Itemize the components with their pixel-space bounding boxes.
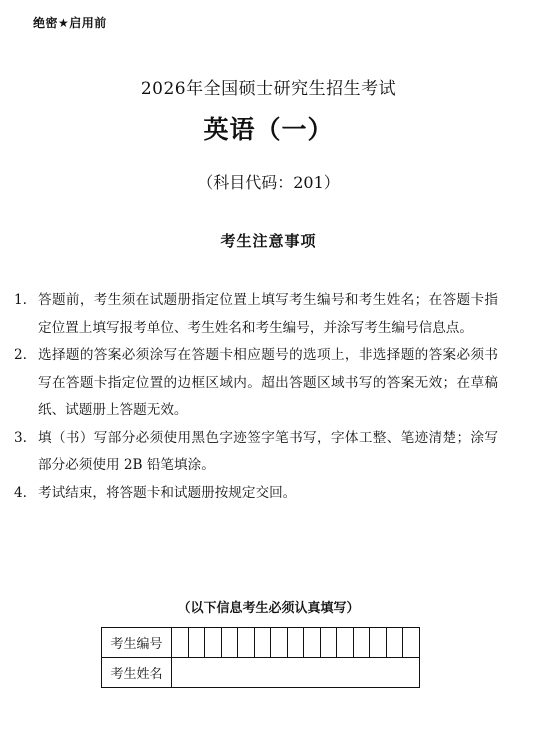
notice-text: 答题前，考生须在试题册指定位置上填写考生编号和考生姓名；在答题卡指定位置上填写报考单位、考生姓名和考生编号，并涂写考生编号信息点。 — [38, 292, 498, 336]
notice-number: 2. — [14, 347, 27, 363]
candidate-name-label: 考生姓名 — [102, 658, 172, 688]
candidate-id-digit-box[interactable] — [304, 628, 321, 657]
notice-text: 填（书）写部分必须使用黑色字迹签字笔书写，字体工整、笔迹清楚；涂写部分必须使用 2B 铅笔填涂。 — [38, 429, 498, 473]
subject-title: 英语（一） — [203, 115, 334, 144]
candidate-id-digit-box[interactable] — [271, 628, 288, 657]
candidate-info-form — [101, 627, 420, 688]
candidate-id-digit-box[interactable] — [238, 628, 255, 657]
candidate-id-digit-box[interactable] — [189, 628, 206, 657]
notice-number: 1. — [14, 292, 27, 308]
notice-item — [14, 342, 498, 425]
candidate-id-digit-box[interactable] — [172, 628, 189, 657]
candidate-id-digit-box[interactable] — [337, 628, 354, 657]
candidate-id-field[interactable] — [172, 628, 420, 658]
candidate-id-boxes — [172, 628, 419, 657]
candidate-name-field[interactable] — [172, 658, 420, 688]
candidate-name-row — [102, 658, 420, 688]
candidate-id-digit-box[interactable] — [354, 628, 371, 657]
candidate-id-label: 考生编号 — [102, 628, 172, 658]
notice-heading: 考生注意事项 — [220, 232, 317, 250]
notice-list — [14, 287, 498, 507]
notice-number: 4. — [14, 484, 27, 501]
confidentiality-mark: 绝密★启用前 — [33, 16, 107, 30]
candidate-id-digit-box[interactable] — [321, 628, 338, 657]
notice-text: 选择题的答案必须涂写在答题卡相应题号的选项上，非选择题的答案必须书写在答题卡指定位置的边框区域内。超出答题区域书写的答案无效；在草稿纸、试题册上答题无效。 — [38, 347, 498, 418]
notice-item — [14, 480, 498, 508]
candidate-id-row — [102, 628, 420, 658]
candidate-id-digit-box[interactable] — [370, 628, 387, 657]
candidate-id-digit-box[interactable] — [387, 628, 404, 657]
subject-code: （科目代码：201） — [197, 173, 340, 192]
candidate-id-digit-box[interactable] — [205, 628, 222, 657]
notice-item — [14, 425, 498, 480]
candidate-id-digit-box[interactable] — [403, 628, 419, 657]
notice-number: 3. — [14, 429, 27, 446]
notice-item — [14, 287, 498, 342]
candidate-id-digit-box[interactable] — [255, 628, 272, 657]
info-form-heading: （以下信息考生必须认真填写） — [177, 601, 360, 616]
candidate-id-digit-box[interactable] — [288, 628, 305, 657]
notice-text: 考试结束，将答题卡和试题册按规定交回。 — [38, 484, 297, 501]
candidate-id-digit-box[interactable] — [222, 628, 239, 657]
exam-title: 2026年全国硕士研究生招生考试 — [140, 79, 397, 99]
